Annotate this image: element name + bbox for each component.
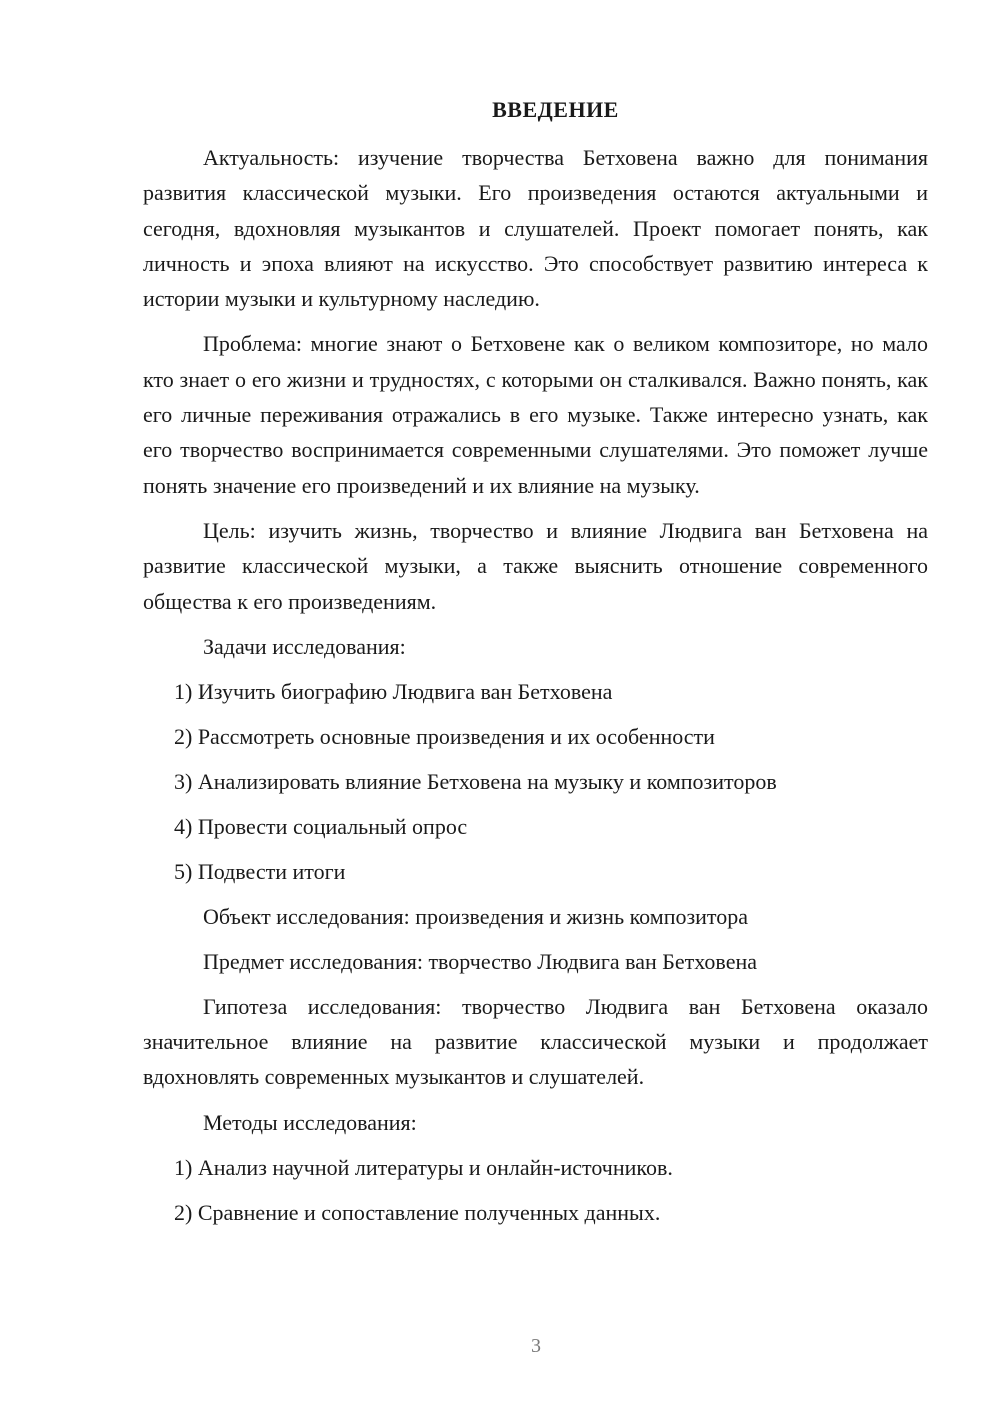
problem-paragraph: Проблема: многие знают о Бетховене как о великом композиторе, но мало кто знает о его жизни и трудностях, с которыми он сталкивался. Важно понять, как его личные переживания отражались в его музыке. Также интересно узнать, как его творчество воспринимается современными слушателями. Это поможет лучше понять значение его произведений и их влияние на музыку.	[143, 331, 928, 498]
section-title: ВВЕДЕНИЕ	[492, 97, 619, 122]
list-item: 4) Провести социальный опрос	[174, 813, 468, 839]
research-object: Объект исследования: произведения и жизнь композитора	[203, 903, 749, 929]
tasks-list	[143, 674, 928, 889]
goal-paragraph: Цель: изучить жизнь, творчество и влияние Людвига ван Бетховена на развитие классической музыки, а также выяснить отношение современного общества к его произведениям.	[143, 517, 928, 614]
list-item: 3) Анализировать влияние Бетховена на музыку и композиторов	[174, 768, 777, 794]
list-item: 2) Сравнение и сопоставление полученных данных.	[174, 1199, 661, 1225]
research-subject: Предмет исследования: творчество Людвига ван Бетховена	[203, 948, 757, 974]
list-item: 5) Подвести итоги	[174, 858, 346, 884]
relevance-paragraph: Актуальность: изучение творчества Бетховена важно для понимания развития классической музыки. Его произведения остаются актуальными и сегодня, вдохновляя музыкантов и слушателей. Проект помогает понять, как личность и эпоха влияют на искусство. Это способствует развитию интереса к истории музыки и культурному наследию.	[143, 145, 928, 312]
hypothesis-paragraph: Гипотеза исследования: творчество Людвига ван Бетховена оказало значительное влияние на развитие классической музыки и продолжает вдохновлять современных музыкантов и слушателей.	[143, 993, 928, 1090]
list-item: 2) Рассмотреть основные произведения и их особенности	[174, 723, 715, 749]
methods-list	[143, 1150, 928, 1230]
list-item: 1) Анализ научной литературы и онлайн-источников.	[174, 1154, 673, 1180]
page-number: 3	[531, 1335, 541, 1357]
methods-heading: Методы исследования:	[203, 1109, 417, 1135]
tasks-heading: Задачи исследования:	[203, 633, 406, 659]
list-item: 1) Изучить биографию Людвига ван Бетховена	[174, 678, 613, 704]
page-content	[143, 92, 928, 1240]
